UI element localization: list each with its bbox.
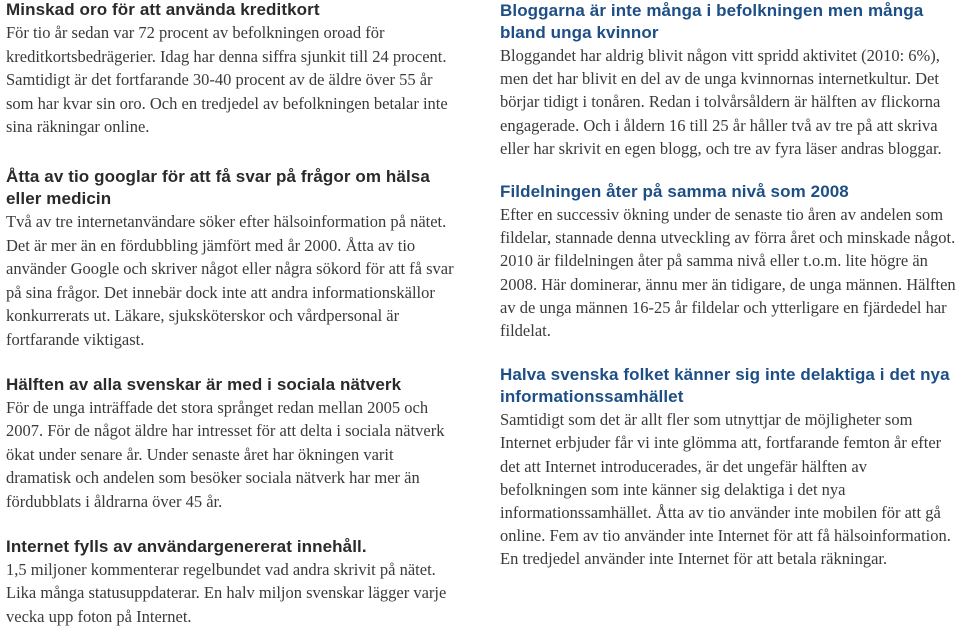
section-body: Samtidigt som det är allt fler som utnyttjar de möjligheter som Internet erbjuder får vi inte glömma att, fortfarande femton år efter det att Internet introducerades, är det ungefär hälften av befolkningen som inte känner sig delaktiga i det nya informationssamhället. Åtta av tio använder inte mobilen för att gå online. Fem av tio använder inte Internet för att få hälsoinformation. En tredjedel använder inte Internet för att betala räkningar. [500,408,956,570]
section-heading: Internet fylls av användargenererat innehåll. [6,536,454,558]
section-heading: Åtta av tio googlar för att få svar på frågor om hälsa eller medicin [6,166,454,210]
section-sociala-natverk [6,374,454,514]
section-body: För de unga inträffade det stora språnget redan mellan 2005 och 2007. För de något äldre har intresset för att delta i sociala nätverk ökat under senare år. Under senaste året har ökningen varit dramatisk och andelen som besöker sociala nätverk har mer än fördubblats i åldrarna över 45 år. [6,396,454,514]
section-kreditkort [6,0,454,139]
section-body: 1,5 miljoner kommenterar regelbundet vad andra skrivit på nätet. Lika många statusuppdaterar. En halv miljon svenskar lägger varje vecka upp foton på Internet. [6,558,454,628]
section-heading: Bloggarna är inte många i befolkningen men många bland unga kvinnor [500,0,956,44]
right-column [500,0,956,571]
section-halsa [6,166,454,352]
section-body: Bloggandet har aldrig blivit någon vitt spridd aktivitet (2010: 6%), men det har blivit en del av de unga kvinnornas internetkultur. Det börjar tidigt i tonåren. Redan i tolvårsåldern är hälften av flickorna engagerade. Och i åldern 16 till 25 år håller två av tre på att skriva eller har skrivit en egen blogg, och tre av fyra läser andras bloggar. [500,44,956,160]
section-heading: Halva svenska folket känner sig inte delaktiga i det nya informationssamhället [500,364,956,408]
section-body: Två av tre internetanvändare söker efter hälsoinformation på nätet. Det är mer än en fördubbling jämfört med år 2000. Åtta av tio använder Google och skriver något eller några sökord för att få svar på sina frågor. Det innebär dock inte att andra informationskällor konkurrerats ut. Läkare, sjuksköterskor och vårdpersonal är fortfarande viktigast. [6,210,454,352]
section-bloggar [500,0,956,160]
left-column [6,0,454,628]
section-heading: Fildelningen åter på samma nivå som 2008 [500,181,956,203]
section-body: Efter en successiv ökning under de senaste tio åren av andelen som fildelar, stannade denna utveckling av förra året och minskade något. 2010 är fildelningen åter på samma nivå eller t.o.m. lite högre än 2008. Här dominerar, ännu mer än tidigare, de unga männen. Hälften av de unga männen 16-25 år fildelar och ytterligare en fjärdedel har fildelat. [500,203,956,342]
section-fildelning [500,181,956,342]
section-heading: Minskad oro för att använda kreditkort [6,0,454,21]
section-heading: Hälften av alla svenskar är med i sociala nätverk [6,374,454,396]
section-body: För tio år sedan var 72 procent av befolkningen oroad för kreditkortsbedrägerier. Idag har denna siffra sjunkit till 24 procent. Samtidigt är det fortfarande 30-40 procent av de äldre över 55 år som har kvar sin oro. Och en tredjedel av befolkningen betalar inte sina räkningar online. [6,21,454,139]
section-anvandargenererat [6,536,454,628]
section-informationssamhallet [500,364,956,570]
